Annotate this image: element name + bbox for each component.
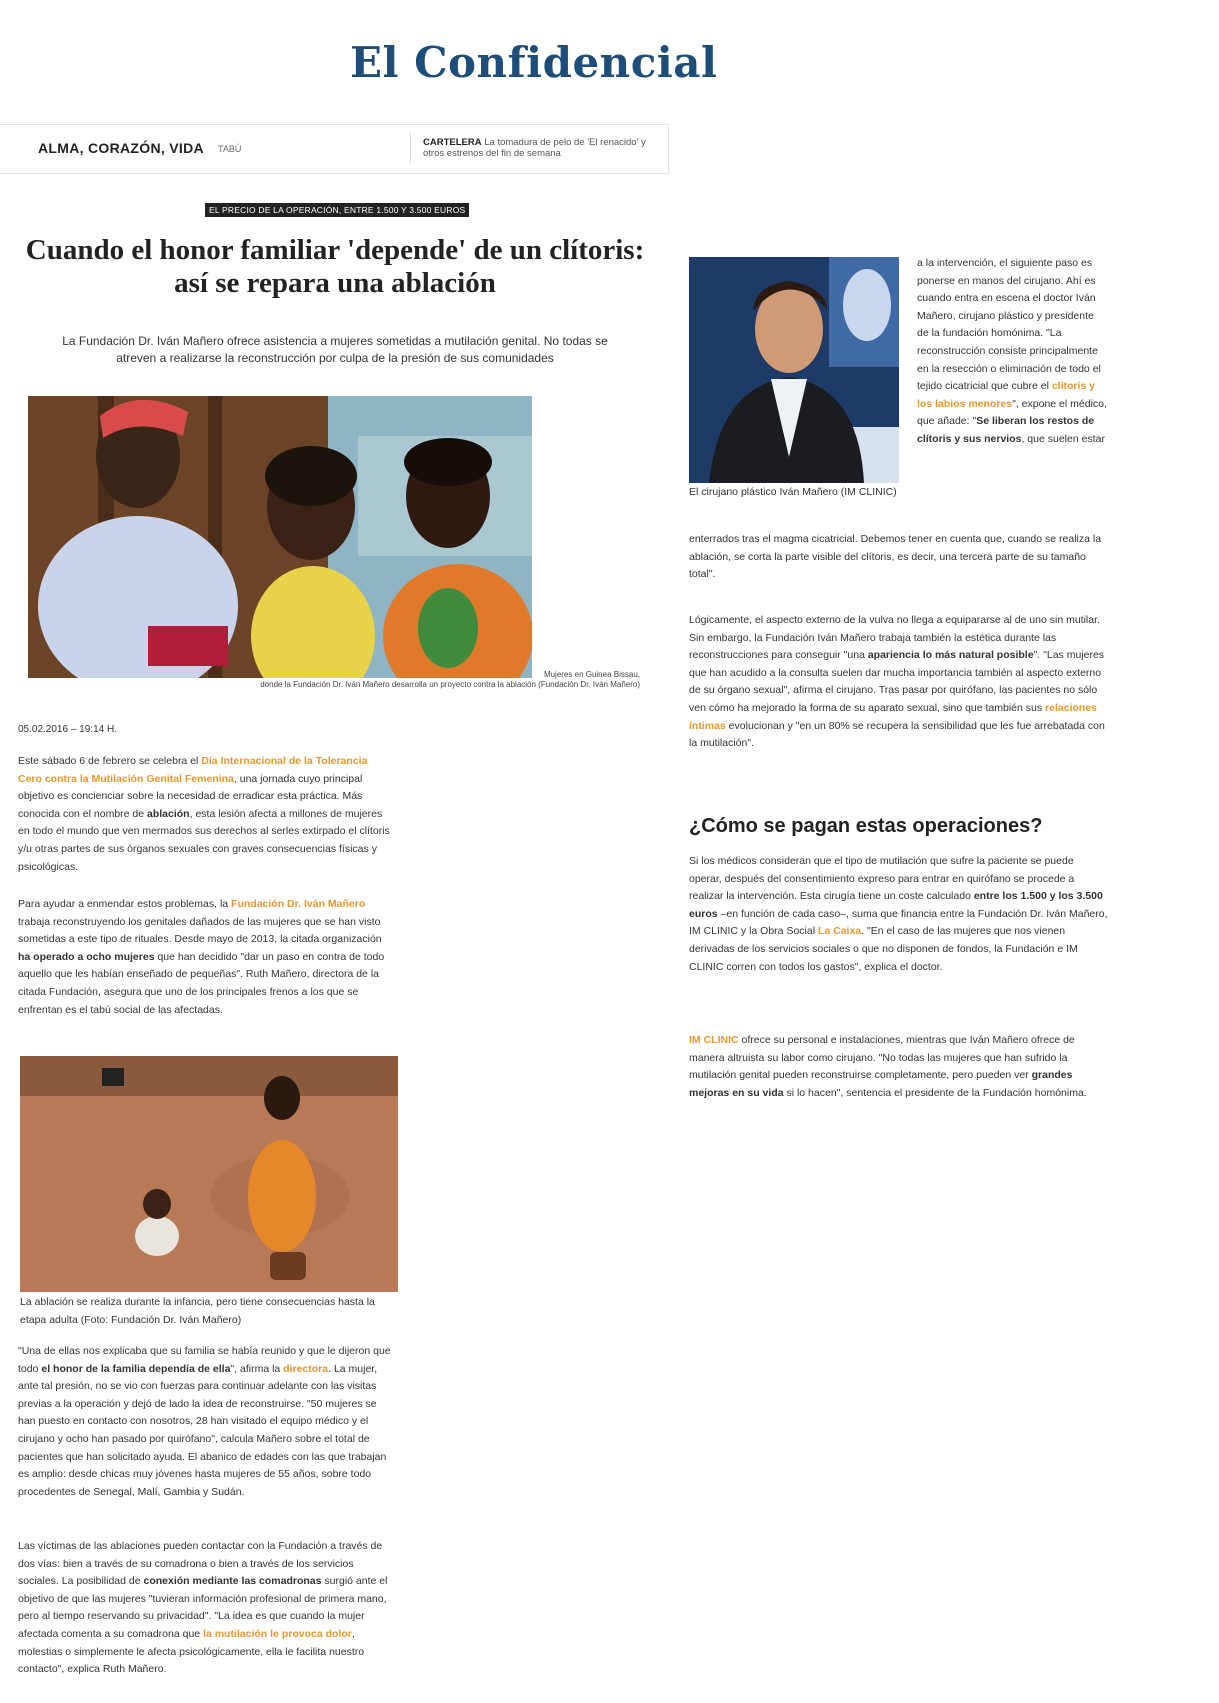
section-link[interactable]: ALMA, CORAZÓN, VIDA: [38, 140, 204, 156]
link-directora[interactable]: directora: [283, 1362, 329, 1375]
paragraph-8: Si los médicos consideran que el tipo de mutilación que sufre la paciente se puede operar, después del consentimiento expreso para entrar en quirófano se procede a realizar la intervención. Esta cirugía tiene un coste calculado entre los 1.500 y los 3.500 euros –en función de cada caso–, suma que financia entre la Fundación Dr. Iván Mañero, IM CLINIC y la Obra Social La Caixa. "En el caso de las mujeres que nos vienen derivadas de los servicios sociales o que no disponen de fondos, la Fundación e IM CLINIC corren con todos los gastos", explica el doctor.: [689, 855, 1108, 973]
paragraph-5: a la intervención, el siguiente paso es ponerse en manos del cirujano. Ahí es cuando entra en escena el doctor Iván Mañero, cirujano plástico y presidente de la fundación homónima. "La reconstrucción consiste principalmente en la resección o eliminación de todo el tejido cicatricial que cubre el clítoris y los labios menores", expone el médico, que añade: "Se liberan los restos de clítoris y sus nervios, que suelen estar: [917, 257, 1107, 445]
link-clitoris[interactable]: clítoris y los labios menores: [917, 380, 1096, 410]
cartelera-text: La tomadura de pelo de 'El renacido' y otros estrenos del fin de semana: [423, 137, 646, 159]
publication-date: 05.02.2016 – 19:14 H.: [18, 724, 117, 735]
photo-surgeon: [689, 257, 899, 483]
article-lead: La Fundación Dr. Iván Mañero ofrece asistencia a mujeres sometidas a mutilación genital. No todas se atreven a realizarse la reconstrucción por culpa de la presión de sus comunidades: [62, 334, 608, 365]
link-la-caixa[interactable]: La Caixa: [817, 925, 862, 938]
photo-women-guinea-bissau: [28, 396, 532, 678]
caption-line-2: donde la Fundación Dr. Iván Mañero desarrolla un proyecto contra la ablación (Fundación Dr. Iván Mañero): [260, 680, 640, 689]
paragraph-6: enterrados tras el magma cicatricial. Debemos tener en cuenta que, cuando se realiza la ablación, se corta la parte visible del clítoris, es decir, una tercera parte de su tamaño total".: [689, 533, 1102, 581]
paragraph-2: Para ayudar a enmendar estos problemas, la Fundación Dr. Iván Mañero trabaja reconstruyendo los genitales dañados de las mujeres que se han visto sometidas a este tipo de rituales. Desde mayo de 2013, la citada organización ha operado a ocho mujeres que han decidido "dar un paso en contra de todo aquello que les habían enseñado de pequeñas". Ruth Mañero, directora de la citada Fundación, asegura que uno de los principales frenos a los que se enfrentan es el tabú social de las afectadas.: [18, 898, 385, 1016]
photo-caption: [40, 670, 640, 690]
paragraph-9: IM CLINIC ofrece su personal e instalaciones, mientras que Iván Mañero ofrece de manera altruista su labor como cirujano. "No todas las mujeres que han sufrido la mutilación genital pueden reconstruirse completamente, pero pueden ver grandes mejoras en su vida si lo hacen", sentencia el presidente de la Fundación homónima.: [689, 1034, 1087, 1099]
link-relaciones[interactable]: relaciones íntimas: [689, 701, 1097, 732]
paragraph-1: Este sábado 6 de febrero se celebra el Día Internacional de la Tolerancia Cero contra la Mutilación Genital Femenina, una jornada cuyo principal objetivo es concienciar sobre la necesidad de erradicar esta práctica. Más conocida con el nombre de ablación, esta lesión afecta a millones de mujeres en todo el mundo que ven mermados sus derechos al serles extirpado el clítoris y/u otras partes de sus órganos sexuales con graves consecuencias físicas y psicológicas.: [18, 755, 390, 873]
article-kicker: EL PRECIO DE LA OPERACIÓN, ENTRE 1.500 Y 3.500 EUROS: [205, 203, 469, 217]
divider: [410, 132, 411, 164]
cartelera-teaser[interactable]: [423, 137, 651, 159]
cartelera-label: CARTELERA: [423, 137, 482, 148]
tag-link[interactable]: TABÚ: [218, 144, 242, 154]
photo-caption-2: La ablación se realiza durante la infancia, pero tiene consecuencias hasta la etapa adulta (Foto: Fundación Dr. Iván Mañero): [20, 1296, 375, 1326]
link-fundacion[interactable]: Fundación Dr. Iván Mañero: [231, 898, 366, 910]
paragraph-4: Las víctimas de las ablaciones pueden contactar con la Fundación a través de dos vías: bien a través de su comadrona o bien a través de los servicios sociales. La posibilidad de conexión mediante las comadronas surgió ante el objetivo de que las mujeres "tuvieran información profesional de primera mano, pero al tiempo reservando su privacidad". "La idea es que cuando la mujer afectada comenta a su comadrona que la mutilación le provoca dolor, molestias o simplemente le afecta psicológicamente, ella le facilita nuestro contacto", explica Ruth Mañero.: [18, 1540, 388, 1676]
link-im-clinic[interactable]: IM CLINIC: [689, 1034, 739, 1046]
link-mutilacion-dolor[interactable]: la mutilación le provoca dolor: [203, 1627, 352, 1640]
paragraph-3: "Una de ellas nos explicaba que su familia se había reunido y que le dijeron que todo el honor de la familia dependía de ella", afirma la directora. La mujer, ante tal presión, no se vio con fuerzas para continuar adelante con las visitas previas a la operación y dejó de lado la idea de reconstruirse. "50 mujeres se han puesto en contacto con nosotros, 28 han visitado el equipo médico y el cirujano y ocho han pasado por quirófano", calcula Mañero sobre el total de pacientes que han solicitado ayuda. El abanico de edades con las que trabajan es amplio: desde chicas muy jóvenes hasta mujeres de 55 años, sobre todo procedentes de Senegal, Malí, Gambia y Sudán.: [18, 1345, 391, 1498]
photo-child-and-woman: [20, 1056, 398, 1292]
article-headline: Cuando el honor familiar 'depende' de un clítoris: así se repara una ablación: [25, 234, 645, 299]
section-subheading: ¿Cómo se pagan estas operaciones?: [689, 815, 1043, 837]
caption-line-1: Mujeres en Guinea Bissau,: [543, 670, 640, 679]
link-dia-internacional[interactable]: Día Internacional de la Tolerancia Cero contra la Mutilación Genital Femenina: [18, 755, 368, 785]
masthead-logo[interactable]: El Confidencial: [350, 38, 718, 87]
paragraph-7: Lógicamente, el aspecto externo de la vulva no llega a equipararse al de uno sin mutilar. Sin embargo, la Fundación Iván Mañero trabaja también la estética durante las reconstrucciones para conseguir "una apariencia lo más natural posible". "Las mujeres que han acudido a la consulta suelen dar mucha importancia también al aspecto externo de su órgano sexual", afirma el cirujano. Tras pasar por quirófano, las pacientes no sólo ven cómo ha mejorado la forma de su aparato sexual, sino que también sus relaciones íntimas evolucionan y "en un 80% se recupera la sensibilidad que les fue arrebatada con la mutilación".: [689, 614, 1105, 750]
photo-caption-3: El cirujano plástico Iván Mañero (IM CLINIC): [689, 486, 897, 498]
